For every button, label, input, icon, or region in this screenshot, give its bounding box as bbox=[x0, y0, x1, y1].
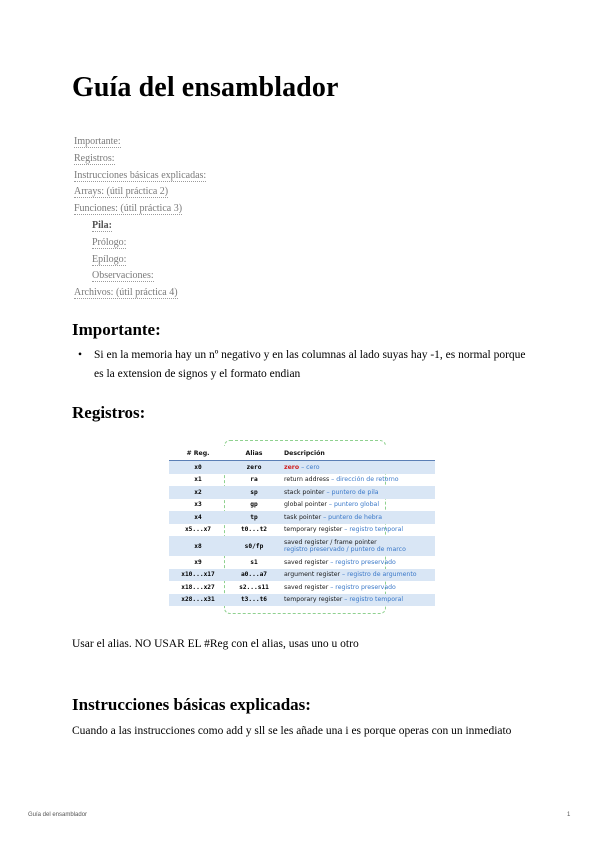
table-row bbox=[169, 556, 435, 569]
register-number: x18...x27 bbox=[181, 583, 215, 591]
register-alias: zero bbox=[227, 461, 281, 474]
description-english: zero bbox=[284, 463, 300, 471]
register-description: global pointer – puntero global bbox=[284, 501, 380, 509]
description-spanish: registro preservado / puntero de marco bbox=[284, 546, 406, 553]
register-alias: a0...a7 bbox=[227, 569, 281, 582]
header-alias: Alias bbox=[227, 446, 281, 461]
register-alias: sp bbox=[227, 486, 281, 499]
table-of-contents bbox=[74, 134, 206, 302]
toc-link[interactable] bbox=[74, 252, 206, 269]
register-number: x28...x31 bbox=[169, 594, 227, 607]
description-english: return address bbox=[284, 476, 330, 484]
table-row bbox=[169, 474, 435, 487]
register-number: x5...x7 bbox=[184, 526, 212, 534]
register-description: return address – dirección de retorno bbox=[284, 476, 399, 484]
register-number: x10...x17 bbox=[169, 569, 227, 582]
description-spanish: cero bbox=[306, 463, 320, 471]
toc-link-label: Observaciones: bbox=[92, 270, 154, 282]
toc-link[interactable] bbox=[74, 134, 206, 151]
toc-link-label: Prólogo: bbox=[92, 236, 127, 248]
description-spanish: dirección de retorno bbox=[336, 476, 399, 484]
toc-link-label: Pila: bbox=[92, 219, 112, 231]
register-number: x2 bbox=[169, 486, 227, 499]
description-english: temporary register bbox=[284, 596, 343, 604]
page-title: Guía del ensamblador bbox=[72, 72, 339, 103]
description-english: saved register bbox=[284, 558, 329, 566]
register-alias: s1 bbox=[250, 558, 258, 566]
description-spanish: registro temporal bbox=[349, 526, 404, 534]
description-english: global pointer bbox=[284, 501, 327, 509]
heading-instrucciones: Instrucciones básicas explicadas: bbox=[72, 695, 311, 714]
description-english: stack pointer bbox=[284, 488, 325, 496]
table-row bbox=[169, 581, 435, 594]
description-spanish: registro preservado bbox=[335, 558, 396, 566]
toc-link-label: Importante: bbox=[74, 136, 121, 147]
register-alias: t0...t2 bbox=[240, 526, 268, 534]
register-alias: gp bbox=[250, 501, 258, 509]
toc-link-label: Instrucciones básicas explicadas: bbox=[74, 169, 207, 181]
description-spanish: puntero de hebra bbox=[328, 513, 383, 521]
table-row bbox=[169, 594, 435, 607]
table-row bbox=[169, 486, 435, 499]
register-alias: ra bbox=[250, 476, 258, 484]
register-description: zero – cero bbox=[281, 461, 435, 474]
registros-note: Usar el alias. NO USAR EL #Reg con el alias, usas uno u otro bbox=[72, 638, 359, 650]
register-alias: s2...s11 bbox=[239, 583, 269, 591]
toc-link[interactable] bbox=[74, 268, 206, 285]
register-description: temporary register – registro temporal bbox=[281, 594, 435, 607]
register-alias: tp bbox=[227, 511, 281, 524]
description-english: saved register / frame pointer bbox=[284, 539, 377, 546]
footer-title: Guía del ensamblador bbox=[28, 812, 88, 818]
register-description: saved register – registro preservado bbox=[284, 583, 396, 591]
table-row bbox=[169, 569, 435, 582]
register-description bbox=[281, 536, 435, 556]
register-description: stack pointer – puntero de pila bbox=[281, 486, 435, 499]
toc-link-label: Archivos: (útil práctica 4) bbox=[74, 287, 178, 299]
register-number: x0 bbox=[169, 461, 227, 474]
table-row bbox=[169, 536, 435, 556]
register-description: argument register – registro de argumento bbox=[281, 569, 435, 582]
register-description: saved register – registro preservado bbox=[284, 558, 396, 566]
description-spanish: puntero global bbox=[334, 501, 380, 509]
instrucciones-text: Cuando a las instrucciones como add y sll se les añade una i es porque operas con un inmediato bbox=[72, 725, 512, 737]
toc-link-label: Epílogo: bbox=[92, 253, 127, 265]
register-number: x3 bbox=[194, 501, 202, 509]
description-spanish: registro de argumento bbox=[347, 571, 417, 579]
header-description: Descripción bbox=[281, 446, 435, 461]
toc-link[interactable] bbox=[74, 201, 206, 218]
heading-importante: Importante: bbox=[72, 320, 161, 339]
toc-link[interactable] bbox=[74, 235, 206, 252]
table-header-row bbox=[169, 446, 435, 461]
toc-link-label: Funciones: (útil práctica 3) bbox=[74, 203, 183, 215]
register-description: task pointer – puntero de hebra bbox=[281, 511, 435, 524]
toc-link[interactable] bbox=[74, 218, 206, 235]
table-row bbox=[169, 524, 435, 537]
toc-link[interactable] bbox=[74, 184, 206, 201]
header-reg: # Reg. bbox=[169, 446, 227, 461]
toc-link-label: Arrays: (útil práctica 2) bbox=[74, 186, 169, 198]
description-spanish: registro temporal bbox=[349, 596, 404, 604]
description-english: task pointer bbox=[284, 513, 322, 521]
toc-link-label: Registros: bbox=[74, 152, 115, 164]
register-table-figure bbox=[152, 440, 450, 614]
importante-list bbox=[78, 346, 528, 384]
toc-link[interactable] bbox=[74, 168, 206, 185]
description-spanish: registro preservado bbox=[335, 583, 396, 591]
description-english: temporary register bbox=[284, 526, 343, 534]
table-row bbox=[169, 499, 435, 512]
register-alias: t3...t6 bbox=[227, 594, 281, 607]
register-number: x4 bbox=[169, 511, 227, 524]
register-table bbox=[169, 446, 435, 606]
description-english: argument register bbox=[284, 571, 341, 579]
description-spanish: puntero de pila bbox=[331, 488, 379, 496]
list-item: • Si en la memoria hay un nº negativo y en las columnas al lado suyas hay -1, es normal porque es la extension de signos y el formato endian bbox=[78, 346, 528, 384]
table-row bbox=[169, 461, 435, 474]
heading-registros: Registros: bbox=[72, 403, 146, 422]
toc-link[interactable] bbox=[74, 285, 206, 302]
register-number: x1 bbox=[194, 476, 202, 484]
table-row bbox=[169, 511, 435, 524]
footer-page-number: 1 bbox=[567, 812, 571, 818]
register-description: temporary register – registro temporal bbox=[284, 526, 404, 534]
register-number: x9 bbox=[194, 558, 202, 566]
register-alias: s0/fp bbox=[227, 536, 281, 556]
toc-link[interactable] bbox=[74, 151, 206, 168]
description-english: saved register bbox=[284, 583, 329, 591]
register-number: x8 bbox=[169, 536, 227, 556]
